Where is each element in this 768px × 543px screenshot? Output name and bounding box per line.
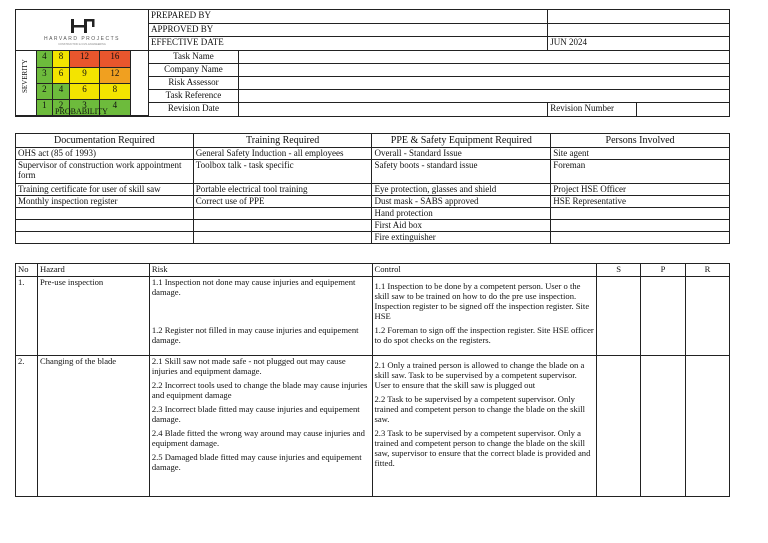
company-logo: [16, 10, 148, 48]
prepared-by-label: PREPARED BY: [149, 10, 548, 24]
requirement-cell: Fire extinguisher: [372, 232, 551, 244]
requirement-cell: [193, 220, 372, 232]
col-header-ppe: PPE & Safety Equipment Required: [372, 134, 551, 148]
revision-number-group: [548, 103, 730, 117]
requirement-cell: Overall - Standard Issue: [372, 148, 551, 160]
matrix-cell: 4: [36, 51, 53, 67]
matrix-cell: 16: [100, 51, 130, 67]
effective-date-value: JUN 2024: [548, 37, 730, 51]
matrix-cell: 2: [36, 83, 53, 99]
prepared-by-value[interactable]: [548, 10, 730, 24]
requirement-cell: [16, 232, 194, 244]
risk-assessment-table: [15, 263, 730, 497]
requirement-cell: Dust mask - SABS approved: [372, 196, 551, 208]
matrix-cell: 1: [36, 99, 53, 115]
matrix-cell: 9: [69, 67, 99, 83]
task-name-label: Task Name: [149, 51, 239, 64]
effective-date-label: EFFECTIVE DATE: [149, 37, 548, 51]
task-name-value[interactable]: [238, 51, 729, 64]
col-header-hazard: Hazard: [37, 264, 149, 277]
matrix-cell: 3: [36, 67, 53, 83]
col-header-control: Control: [372, 264, 597, 277]
requirement-cell: Site agent: [551, 148, 730, 160]
requirement-cell: [551, 232, 730, 244]
requirement-cell: [551, 220, 730, 232]
approved-by-value[interactable]: [548, 23, 730, 37]
matrix-cell: 8: [100, 83, 130, 99]
requirement-cell: Portable electrical tool training: [193, 184, 372, 196]
requirement-cell: Toolbox talk - task specific: [193, 160, 372, 184]
control-item: 2.3 Task to be supervised by a competent supervisor. Only a trained and competent person to change the blade on the skill saw, supervisor to ensure that the correct blade is provided and fitted.: [374, 428, 591, 468]
task-reference-value[interactable]: [238, 90, 729, 103]
requirement-cell: Correct use of PPE: [193, 196, 372, 208]
control-item: 1.2 Foreman to sign off the inspection register. Site HSE officer to do spot checks on the registers.: [374, 325, 594, 345]
row-p[interactable]: [641, 277, 686, 356]
requirement-cell: First Aid box: [372, 220, 551, 232]
risk-item: 2.2 Incorrect tools used to change the blade may cause injuries and equipment damage: [151, 380, 368, 400]
risk-item: 2.5 Damaged blade fitted may cause injuries and equipement damage.: [151, 452, 362, 472]
matrix-cell: 12: [69, 51, 99, 67]
control-item: 2.2 Task to be supervised by a competent supervisor. Only trained and competent person to change the blade on the skill saw.: [374, 394, 585, 424]
requirement-cell: HSE Representative: [551, 196, 730, 208]
matrix-cell: 8: [53, 51, 70, 67]
col-header-risk: Risk: [149, 264, 372, 277]
matrix-cell: 6: [53, 67, 70, 83]
requirement-cell: Supervisor of construction work appointment form: [16, 160, 194, 184]
matrix-cell: 6: [69, 83, 99, 99]
row-number: 1.: [16, 277, 38, 356]
company-name-label: Company Name: [149, 64, 239, 77]
requirement-cell: [16, 208, 194, 220]
task-reference-label: Task Reference: [149, 90, 239, 103]
requirement-cell: Hand protection: [372, 208, 551, 220]
requirement-cell: Training certificate for user of skill saw: [16, 184, 194, 196]
revision-number-label: Revision Number: [548, 103, 636, 116]
col-header-persons: Persons Involved: [551, 134, 730, 148]
row-control: [372, 277, 597, 356]
table-row: [16, 277, 730, 356]
risk-assessor-label: Risk Assessor: [149, 77, 239, 90]
matrix-cell: 3: [69, 99, 99, 115]
row-control: [372, 356, 597, 497]
matrix-cell: 2: [53, 99, 70, 115]
row-number: 2.: [16, 356, 38, 497]
requirement-cell: [551, 208, 730, 220]
row-hazard: Pre-use inspection: [37, 277, 149, 356]
col-header-s: S: [597, 264, 641, 277]
col-header-p: P: [641, 264, 686, 277]
row-s[interactable]: [597, 277, 641, 356]
table-row: [16, 356, 730, 497]
control-item: 1.1 Inspection to be done by a competent person. User o the skill saw to be trained on how to do the pre use inspection. Inspection register to be signed off the inspection register. Site HSE: [374, 281, 590, 321]
row-p[interactable]: [641, 356, 686, 497]
row-hazard: Changing of the blade: [37, 356, 149, 497]
col-header-training: Training Required: [193, 134, 372, 148]
control-item: 2.1 Only a trained person is allowed to change the blade on a skill saw. Task to be supervised by a competent supervisor. User to ensure that the skill saw is plugged out: [374, 360, 585, 390]
logo-name: HARVARD PROJECTS: [43, 36, 121, 42]
matrix-cell: 4: [53, 83, 70, 99]
risk-item: 1.1 Inspection not done may cause injuries and equipement damage.: [151, 277, 356, 297]
company-name-value[interactable]: [238, 64, 729, 77]
severity-label: SEVERITY: [21, 59, 29, 93]
risk-item: 1.2 Register not filled in may cause injuries and equipement damage.: [151, 325, 359, 345]
row-r[interactable]: [686, 277, 730, 356]
row-risk: [149, 277, 372, 356]
row-risk: [149, 356, 372, 497]
revision-number-table: [548, 103, 729, 116]
requirement-cell: [193, 208, 372, 220]
requirement-cell: Eye protection, glasses and shield: [372, 184, 551, 196]
approved-by-label: APPROVED BY: [149, 23, 548, 37]
header-table: [15, 9, 730, 117]
risk-item: 2.1 Skill saw not made safe - not plugged out may cause injuries and equipment damage.: [151, 356, 346, 376]
col-header-no: No: [16, 264, 38, 277]
col-header-documentation: Documentation Required: [16, 134, 194, 148]
risk-item: 2.3 Incorrect blade fitted may cause injuries and equipement damage.: [151, 404, 360, 424]
requirement-cell: Safety boots - standard issue: [372, 160, 551, 184]
revision-date-value[interactable]: [238, 103, 547, 117]
revision-date-label: Revision Date: [149, 103, 239, 117]
requirements-table: [15, 133, 730, 244]
logo-tagline: CONSTRUCTION & CIVIL ENGINEERING: [58, 43, 106, 46]
requirement-cell: Foreman: [551, 160, 730, 184]
requirement-cell: General Safety Induction - all employees: [193, 148, 372, 160]
requirement-cell: OHS act (85 of 1993): [16, 148, 194, 160]
logo-cell: [16, 10, 149, 51]
matrix-cell: 12: [100, 67, 130, 83]
requirement-cell: Monthly inspection register: [16, 196, 194, 208]
probability-label: PROBABILITY: [55, 107, 108, 116]
requirement-cell: [16, 220, 194, 232]
matrix-cell: 4: [100, 99, 130, 115]
revision-number-value[interactable]: [636, 103, 729, 116]
row-r[interactable]: [686, 356, 730, 497]
col-header-r: R: [686, 264, 730, 277]
risk-item: 2.4 Blade fitted the wrong way around may cause injuries and equipment damage.: [151, 428, 365, 448]
risk-assessor-value[interactable]: [238, 77, 729, 90]
requirement-cell: Project HSE Officer: [551, 184, 730, 196]
requirement-cell: [193, 232, 372, 244]
row-s[interactable]: [597, 356, 641, 497]
